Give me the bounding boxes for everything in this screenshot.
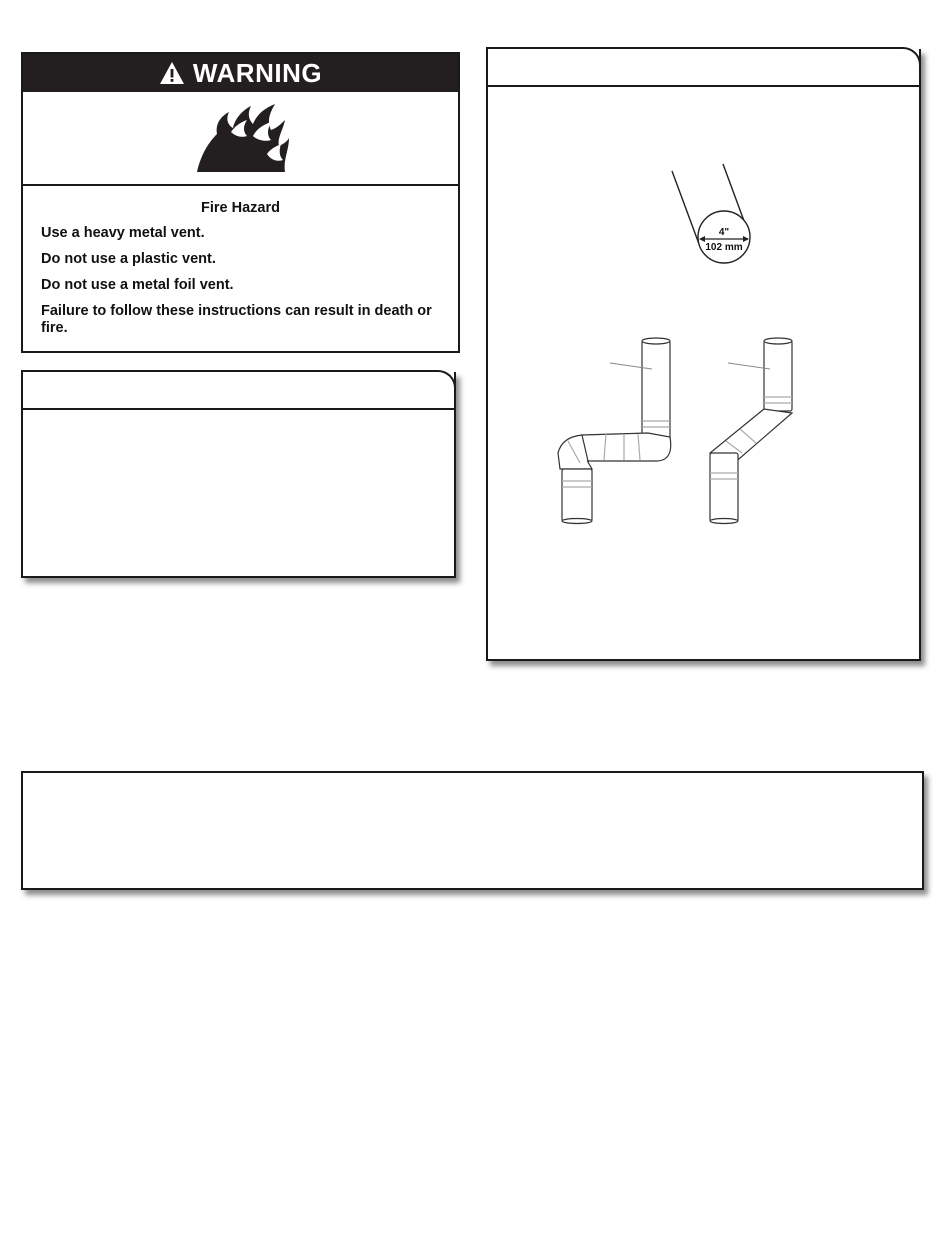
vent-elbow-left bbox=[558, 338, 671, 524]
fire-icon bbox=[191, 102, 291, 174]
bottom-info-panel bbox=[21, 771, 924, 890]
vent-dimension-inch: 4" bbox=[718, 227, 730, 238]
warning-box bbox=[21, 52, 460, 353]
vent-elbow-right bbox=[710, 338, 792, 524]
vent-cross-section bbox=[672, 164, 750, 263]
warning-triangle-icon bbox=[159, 61, 185, 85]
warning-line: Do not use a metal foil vent. bbox=[41, 277, 234, 293]
warning-header bbox=[23, 54, 458, 92]
warning-title: WARNING bbox=[192, 57, 323, 88]
warning-line: Do not use a plastic vent. bbox=[41, 251, 216, 267]
warning-line: Failure to follow these instructions can result in death or fire. bbox=[41, 303, 432, 336]
vent-dimension-mm: 102 mm bbox=[705, 242, 743, 253]
warning-line: Use a heavy metal vent. bbox=[41, 225, 205, 241]
vent-diagram-panel bbox=[486, 49, 921, 661]
vent-diagram bbox=[488, 49, 919, 659]
hazard-title: Fire Hazard bbox=[201, 200, 280, 216]
left-info-panel bbox=[21, 372, 456, 578]
